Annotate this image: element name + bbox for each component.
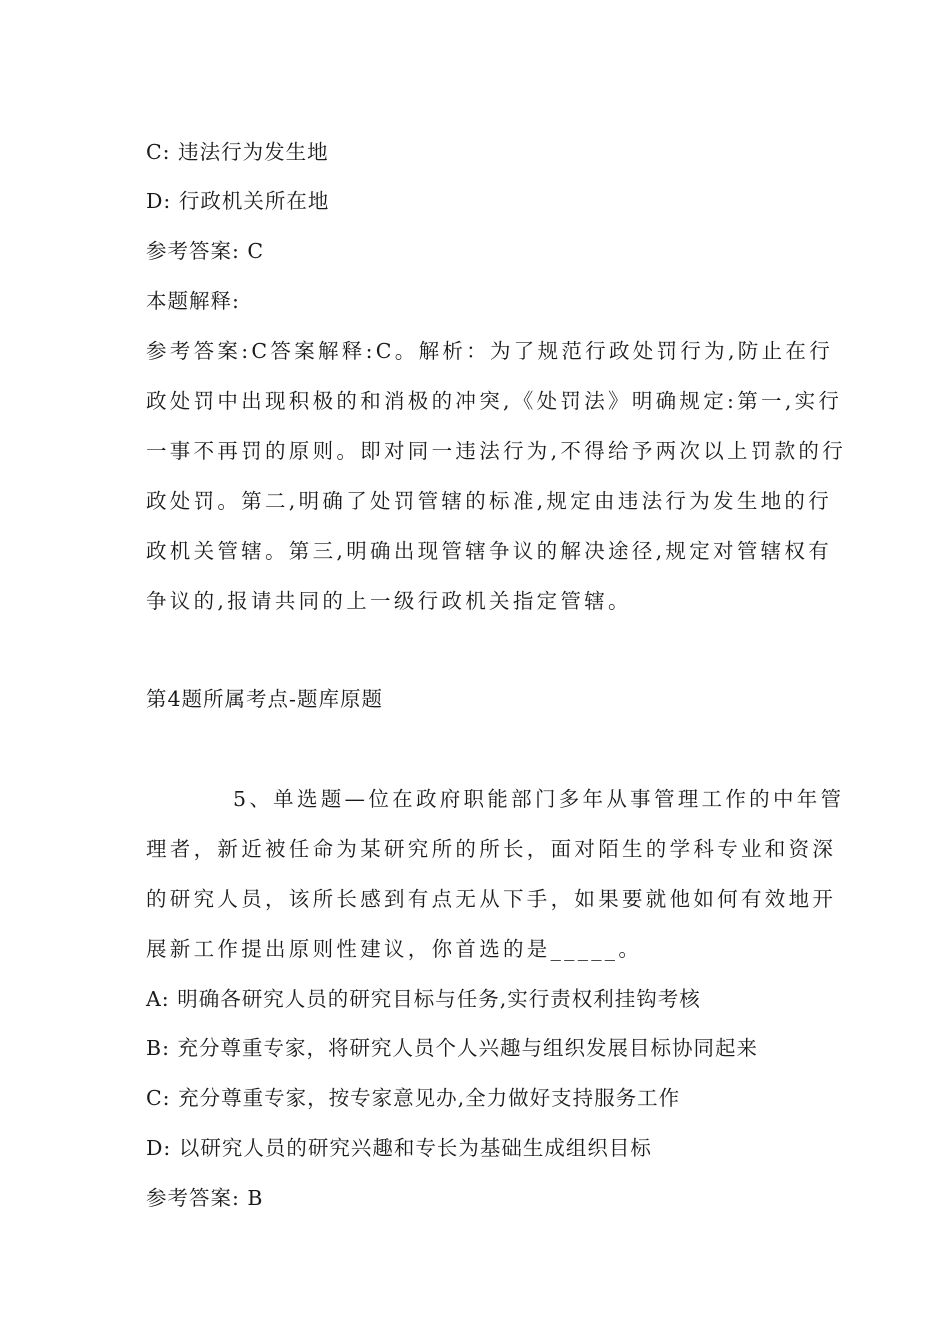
q4-option-d: D: 行政机关所在地 [146, 189, 330, 213]
q5-option-a: A: 明确各研究人员的研究目标与任务,实行责权利挂钩考核 [146, 987, 701, 1011]
q5-stem-line: 展新工作提出原则性建议，你首选的是_____。 [146, 937, 643, 961]
q4-answer: 参考答案: C [146, 239, 265, 263]
q4-explanation-line: 争议的,报请共同的上一级行政机关指定管辖。 [146, 589, 632, 613]
q4-explanation-line: 政机关管辖。第三,明确出现管辖争议的解决途径,规定对管辖权有 [146, 539, 833, 563]
q5-option-d: D: 以研究人员的研究兴趣和专长为基础生成组织目标 [146, 1136, 652, 1160]
q4-explanation-line: 参考答案:C答案解释:C。解析：为了规范行政处罚行为,防止在行 [146, 339, 833, 363]
q4-explanation-line: 政处罚中出现积极的和消极的冲突,《处罚法》明确规定:第一,实行 [146, 389, 843, 413]
q5-option-c: C: 充分尊重专家，按专家意见办,全力做好支持服务工作 [146, 1086, 681, 1110]
q5-answer: 参考答案: B [146, 1186, 264, 1210]
q4-explanation-heading: 本题解释: [146, 289, 240, 313]
q4-option-c: C: 违法行为发生地 [146, 140, 329, 164]
q4-topic: 第4题所属考点-题库原题 [146, 687, 383, 711]
q5-stem-line: 理者，新近被任命为某研究所的所长，面对陌生的学科专业和资深 [146, 837, 837, 861]
q5-option-b: B: 充分尊重专家，将研究人员个人兴趣与组织发展目标协同起来 [146, 1036, 758, 1060]
q4-explanation-line: 政处罚。第二,明确了处罚管辖的标准,规定由违法行为发生地的行 [146, 489, 833, 513]
q5-stem-line: 5、单选题—位在政府职能部门多年从事管理工作的中年管 [233, 787, 845, 811]
q4-explanation-line: 一事不再罚的原则。即对同一违法行为,不得给予两次以上罚款的行 [146, 439, 847, 463]
q5-stem-line: 的研究人员，该所长感到有点无从下手，如果要就他如何有效地开 [146, 887, 837, 911]
